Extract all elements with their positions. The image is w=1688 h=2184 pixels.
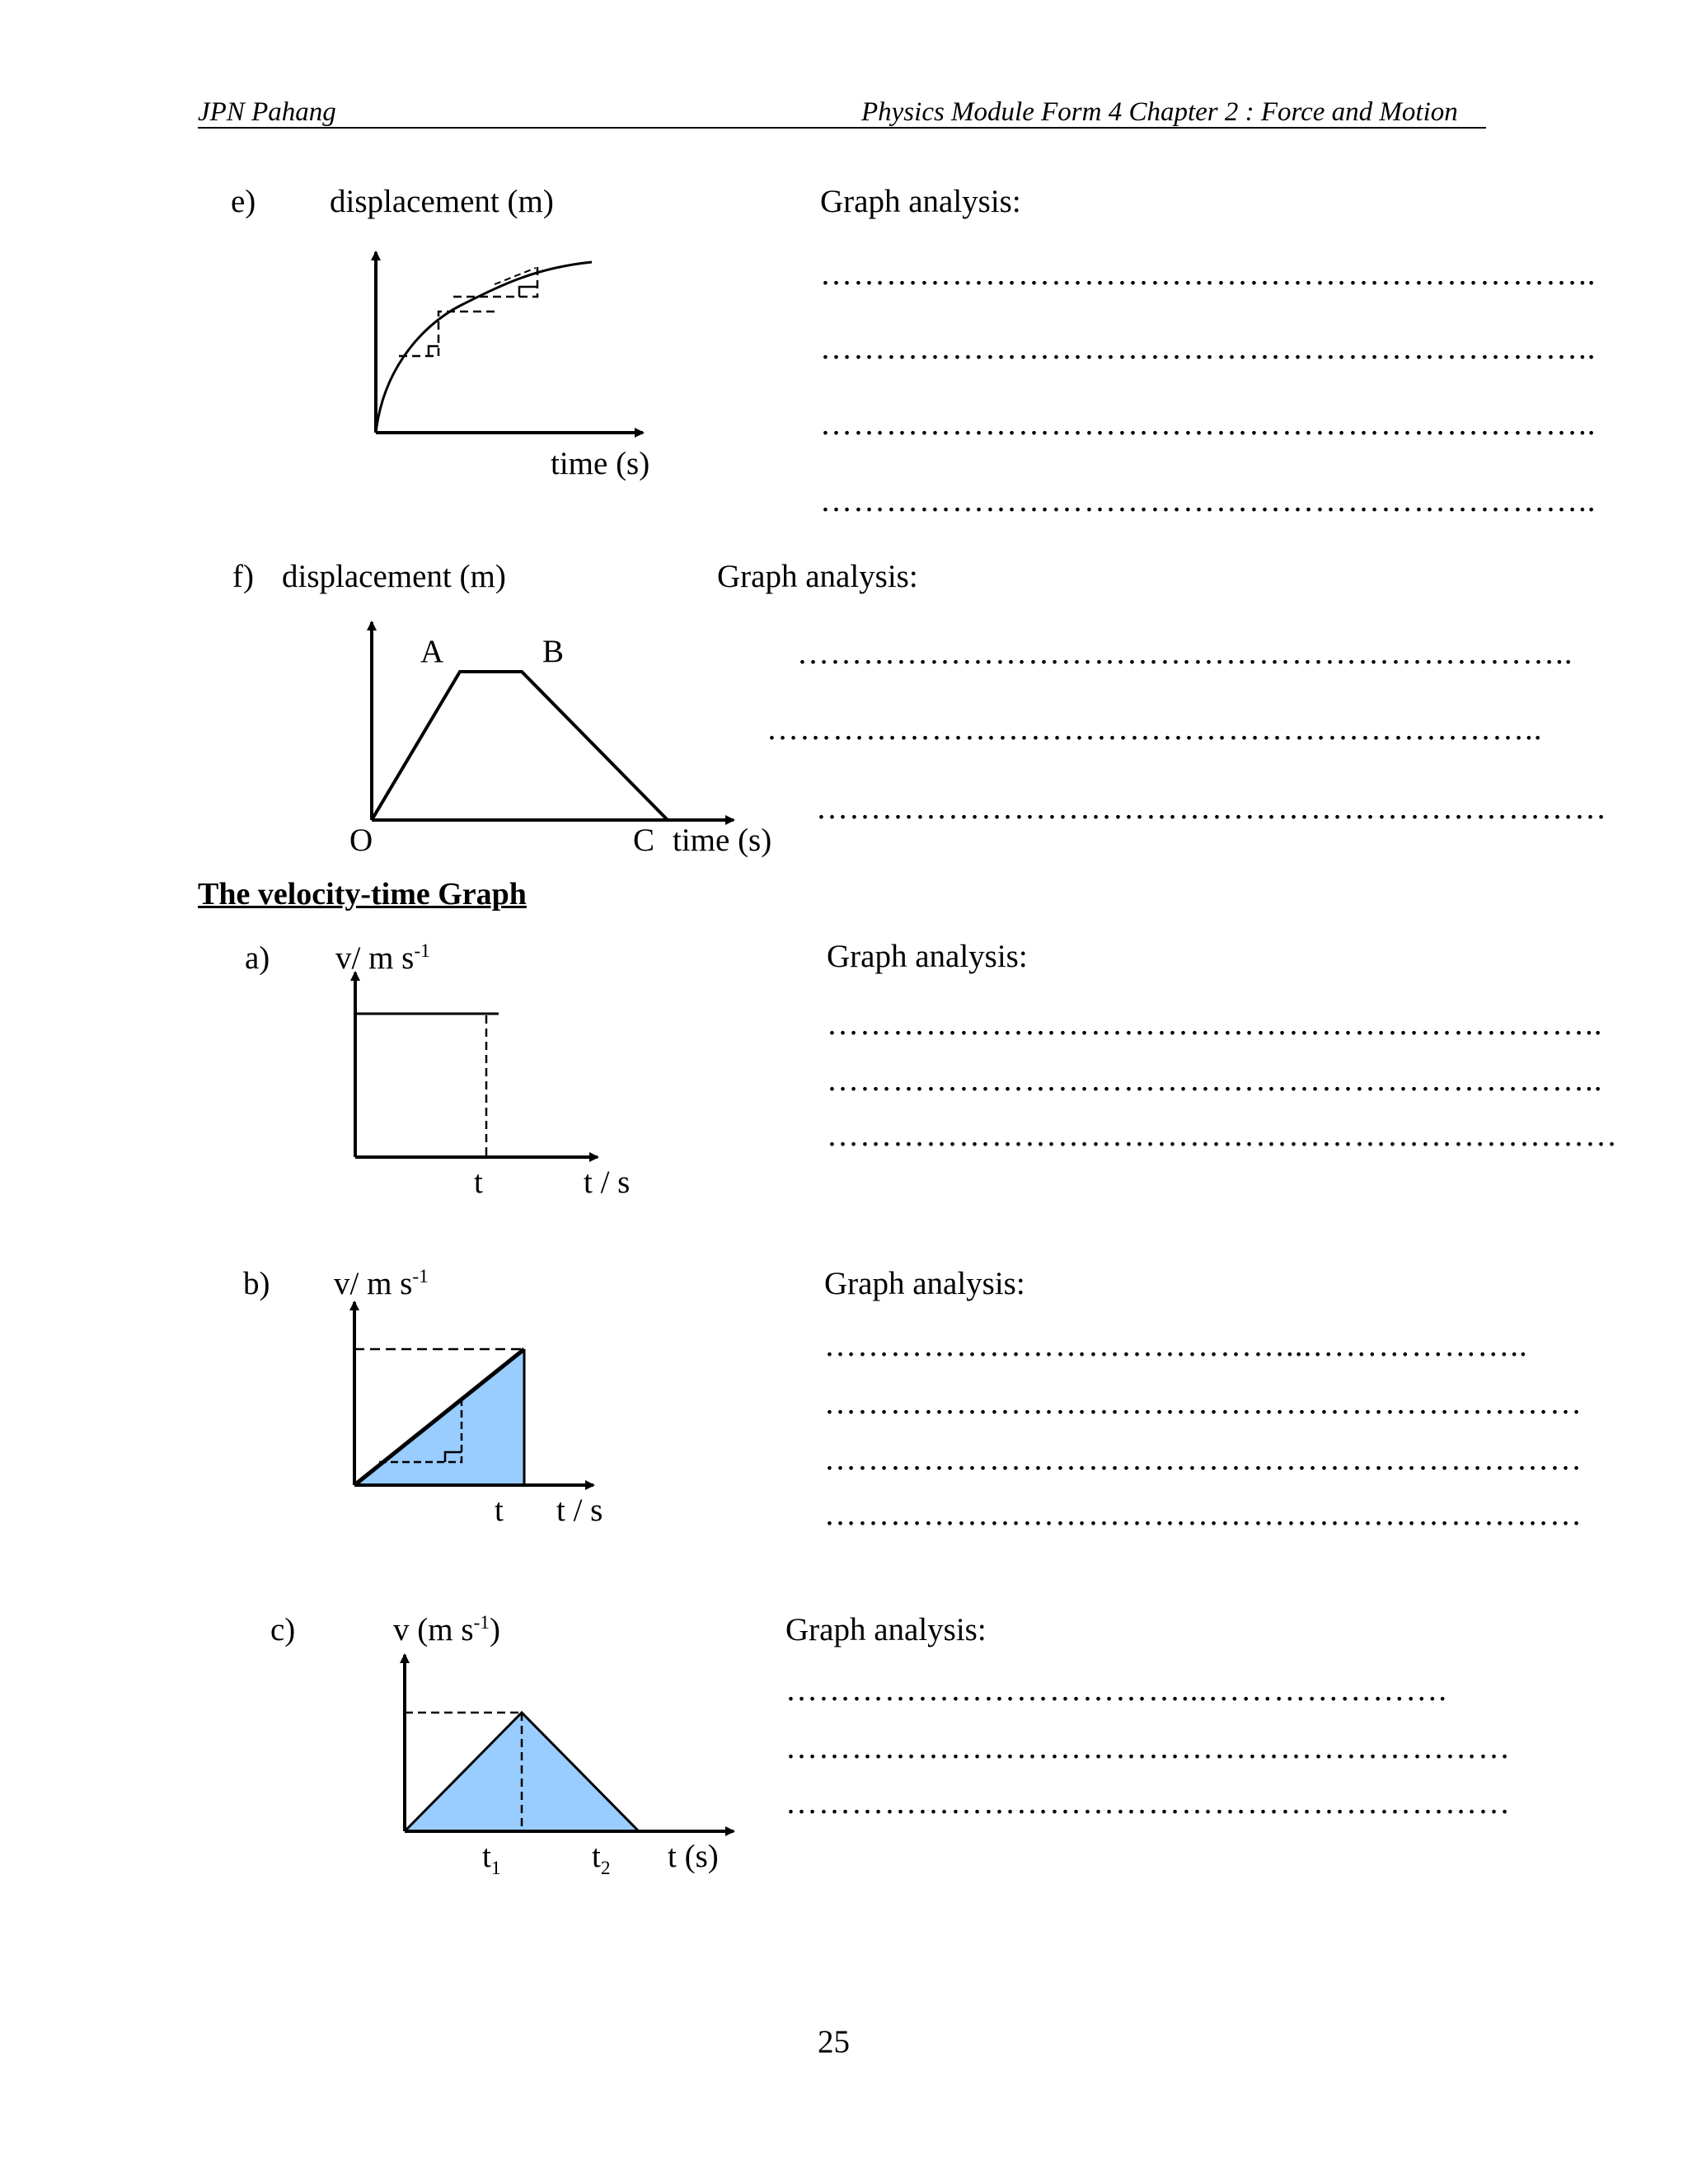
vt-c-t2-mark: $t_2$	[592, 1839, 611, 1879]
f-path-oabc	[372, 672, 668, 820]
f-label: f)	[232, 559, 254, 594]
vt-b-analysis-line: ……………………………………………………………	[824, 1497, 1582, 1532]
vt-a-y-axis-label: v/ m $s^{-1}$	[335, 940, 430, 976]
f-displacement-trapezoid-graph	[354, 614, 742, 837]
header-rule	[198, 127, 1486, 129]
e-analysis-line: ……………………………………………………………..	[820, 330, 1597, 366]
vt-b-x-axis-label: t / s	[556, 1493, 603, 1528]
page-number: 25	[818, 2024, 850, 2060]
f-y-axis-label: displacement (m)	[282, 559, 506, 594]
vt-c-analysis-line: …………………………………………………………	[785, 1785, 1511, 1821]
e-curve	[376, 262, 592, 433]
vt-c-triangle-velocity-graph	[392, 1648, 738, 1846]
f-analysis-line: ……………………………………………………………..	[797, 635, 1573, 671]
e-step-2-mark	[519, 287, 537, 297]
f-analysis-line: ……………………………………………………………..	[767, 711, 1543, 747]
e-analysis-line: ……………………………………………………………..	[820, 483, 1597, 518]
e-step-1-mark	[429, 346, 438, 356]
vt-c-analysis-line: ………………………………...………………….	[785, 1672, 1447, 1708]
e-label: e)	[231, 184, 256, 219]
vt-a-label: a)	[245, 940, 270, 976]
vt-a-analysis-line: ……………………………………………………………..	[827, 1006, 1603, 1042]
vt-c-y-axis-label: v (m $s^{-1}$)	[393, 1612, 500, 1647]
vt-c-analysis-line: …………………………………………………………	[785, 1730, 1511, 1765]
vt-a-analysis-line: ……………………………………………………………..	[827, 1062, 1603, 1098]
vt-c-t1-mark: $t_1$	[482, 1839, 501, 1879]
vt-b-y-axis-label: v/ m $s^{-1}$	[334, 1266, 429, 1301]
e-analysis-title: Graph analysis:	[820, 184, 1021, 219]
vt-b-analysis-title: Graph analysis:	[824, 1266, 1025, 1301]
vt-c-analysis-title: Graph analysis:	[785, 1612, 987, 1647]
f-analysis-line: ………………………………………………………………	[816, 790, 1607, 826]
vt-a-t-mark: t	[474, 1165, 483, 1200]
vt-a-analysis-title: Graph analysis:	[827, 939, 1028, 974]
vt-b-analysis-line: ……………………………………………………………	[824, 1385, 1582, 1421]
vt-a-constant-velocity-graph	[342, 964, 606, 1170]
header-right: Physics Module Form 4 Chapter 2 : Force and Motion	[861, 97, 1458, 127]
vt-b-label: b)	[243, 1266, 270, 1301]
vt-c-x-axis-label: t (s)	[668, 1839, 719, 1874]
e-step-1	[399, 312, 495, 356]
vt-c-label: c)	[270, 1612, 296, 1647]
vt-a-x-axis-label: t / s	[584, 1165, 631, 1200]
e-analysis-line: ……………………………………………………………..	[820, 406, 1597, 442]
velocity-time-section-title: The velocity-time Graph	[198, 877, 527, 912]
vt-b-analysis-line: ……………………………………...………………..	[824, 1328, 1528, 1363]
header-left: JPN Pahang	[198, 97, 336, 127]
e-y-axis-label: displacement (m)	[330, 184, 554, 219]
f-point-o: O	[349, 823, 373, 858]
e-analysis-line: ……………………………………………………………..	[820, 256, 1597, 292]
f-point-b: B	[542, 634, 565, 669]
vt-a-analysis-line: ………………………………………………………………	[827, 1118, 1618, 1153]
e-x-axis-label: time (s)	[551, 446, 650, 481]
f-point-c: C	[633, 823, 655, 858]
f-x-axis-label: time (s)	[673, 823, 772, 858]
vt-b-t-mark: t	[495, 1493, 504, 1528]
vt-b-uniform-acceleration-graph	[342, 1294, 606, 1500]
vt-b-analysis-line: ……………………………………………………………	[824, 1441, 1582, 1477]
e-step-2	[453, 265, 537, 297]
f-analysis-title: Graph analysis:	[717, 559, 918, 594]
e-displacement-curve-graph	[346, 243, 659, 449]
f-point-a: A	[420, 634, 444, 669]
